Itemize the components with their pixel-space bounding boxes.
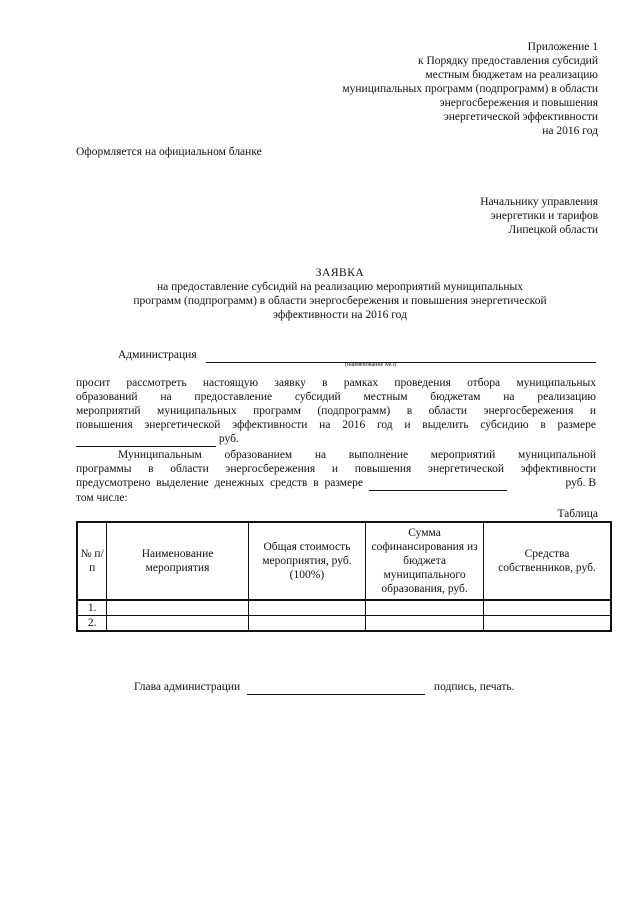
blank-note: Оформляется на официальном бланке [76,146,262,158]
table-row [77,600,611,616]
appendix-line: энергетической эффективности [443,111,598,123]
header-activity-name: Наименование мероприятия [107,522,248,600]
table-header-row [77,522,611,600]
table-cell[interactable] [248,616,366,632]
title-heading: ЗАЯВКА [315,267,365,279]
appendix-line: энергосбережения и повышения [439,97,598,109]
administration-label: Администрация [118,349,197,361]
table-caption: Таблица [557,508,598,520]
subsidy-amount-row [76,432,596,447]
title-line: на предоставление субсидий на реализацию мероприятий муниципальных [156,281,524,293]
table-row [77,616,611,632]
table-cell[interactable] [248,600,366,616]
table-cell[interactable] [366,600,484,616]
subsidy-amount-field[interactable] [76,432,216,447]
appendix-line: местным бюджетам на реализацию [425,69,598,81]
title-line: эффективности на 2016 год [273,309,407,321]
request-paragraph [76,376,596,447]
rub-label: руб. [218,433,239,445]
addressee-block [298,195,598,237]
table-cell: 2. [77,616,107,632]
paragraph-line: мероприятий муниципальных программ (подпрограмм) в области энергосбережения и [76,405,596,417]
table-cell[interactable] [483,616,611,632]
administration-name-field[interactable] [206,348,596,363]
header-total-cost: Общая стоимость мероприятия, руб. (100%) [248,522,366,600]
appendix-line: муниципальных программ (подпрограмм) в области [342,83,598,95]
signature-field[interactable] [247,680,425,695]
paragraph-line: просит рассмотреть настоящую заявку в рамках проведения отбора муниципальных [76,377,596,389]
addressee-line: энергетики и тарифов [490,210,598,222]
document-title [60,266,620,322]
paragraph-line: Муниципальным образованием на выполнение мероприятий муниципальной [118,449,596,461]
administration-row [118,348,598,363]
appendix-line: Приложение 1 [527,41,598,53]
paragraph-line: том числе: [76,492,128,504]
header-cofinancing: Сумма софинансирования из бюджета муниципального образования, руб. [366,522,484,600]
paragraph-line: предусмотрено выделение денежных средств в размере [76,477,364,489]
title-line: программ (подпрограмм) в области энергосбережения и повышения энергетической [133,295,547,307]
header-owners-funds: Средства собственников, руб. [483,522,611,600]
table-cell[interactable] [107,616,248,632]
table-cell: 1. [77,600,107,616]
header-number: № п/п [77,522,107,600]
table-cell[interactable] [366,616,484,632]
appendix-line: к Порядку предоставления субсидий [418,55,598,67]
funding-amount-row [76,476,596,491]
signature-label: Глава администрации [134,681,241,693]
signature-suffix: подпись, печать. [433,681,515,693]
signature-row [134,680,514,695]
addressee-line: Начальнику управления [480,196,598,208]
funding-amount-field[interactable] [369,476,507,491]
paragraph-line: программы в области энергосбережения и повышения энергетической эффективности [76,463,596,475]
table-cell[interactable] [483,600,611,616]
appendix-line: на 2016 год [542,125,598,137]
paragraph-line: образований на предоставление субсидий местным бюджетам на реализацию [76,391,596,403]
table-cell[interactable] [107,600,248,616]
administration-hint: (наименование МО) [345,362,397,368]
addressee-line: Липецкой области [508,224,598,236]
paragraph-line: повышения энергетической эффективности на 2016 год и выделить субсидию в размере [76,419,596,431]
rub-label: руб. В [565,477,596,489]
appendix-block [238,40,598,138]
funding-paragraph [76,448,596,505]
subsidy-table [76,521,612,632]
